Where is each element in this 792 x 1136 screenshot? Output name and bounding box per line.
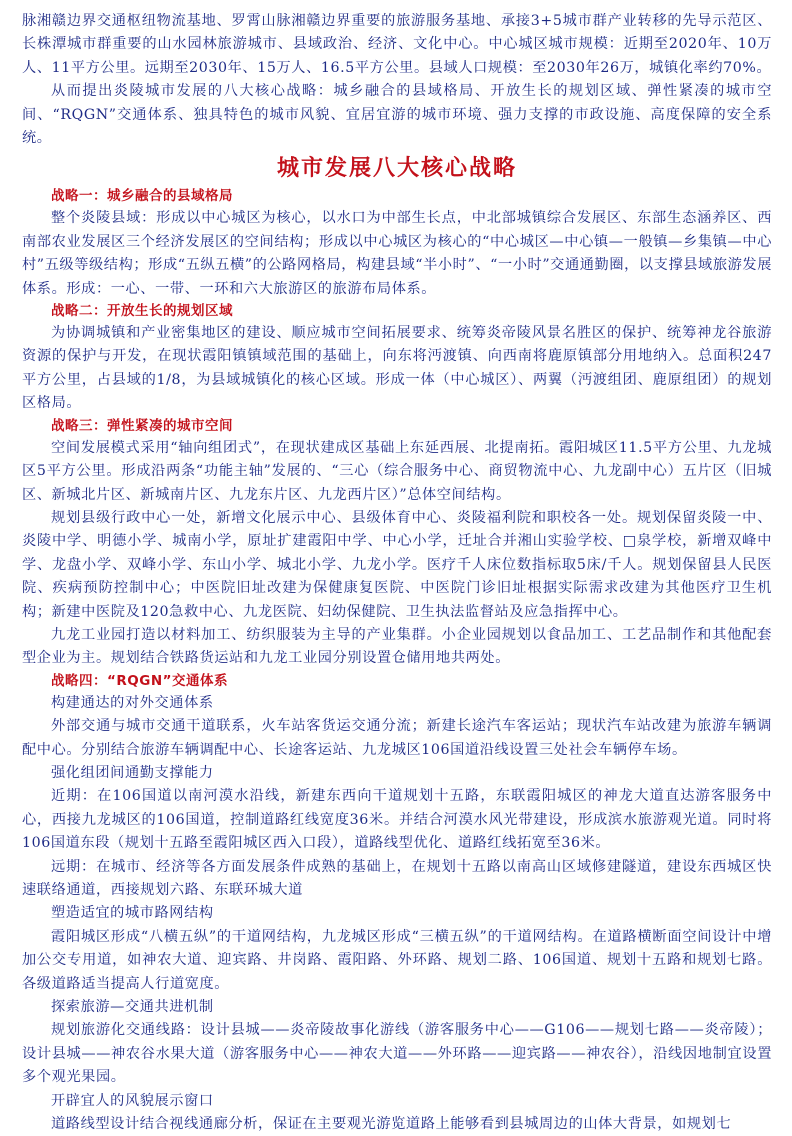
strategy-paragraph: 整个炎陵县域：形成以中心城区为核心，以水口为中部生长点，中北部城镇综合发展区、东部生态涵养区、西南部农业发展区三个经济发展区的空间结构；形成以中心城区为核心的“中心城区—中心镇—一般镇—乡集镇—中心村”五级等级结构；形成“五纵五横”的公路网格局，构建县域“半小时”、“一小时”交通通勤圈，以支撑县域旅游发展体系。形成：一心、一带、一环和六大旅游区的旅游布局体系。 <box>22 210 772 297</box>
subsection-heading: 塑造适宜的城市路网结构 <box>51 905 214 922</box>
strategy-2 <box>22 301 772 416</box>
intro-paragraph-1: 脉湘赣边界交通枢纽物流基地、罗霄山脉湘赣边界重要的旅游服务基地、承接3+5城市群产业转移的先导示范区、长株潭城市群重要的山水园林旅游城市、县域政治、经济、文化中心。中心城区城市规模：近期至2020年、10万人、11平方公里。远期至2030年、15万人、16.5平方公里。县域人口规模：至2030年26万，城镇化率约70%。 <box>22 13 772 76</box>
strategy-paragraph: 霞阳城区形成“八横五纵”的干道网结构，九龙城区形成“三横五纵”的干道网结构。在道路横断面空间设计中增加公交专用道，如神农大道、迎宾路、井岗路、霞阳路、外环路、规划二路、106国道、规划十五路和规划七路。各级道路适当提高人行道宽度。 <box>22 928 772 992</box>
strategy-paragraph: 规划县级行政中心一处，新增文化展示中心、县级体育中心、炎陵福利院和职校各一处。规划保留炎陵一中、炎陵中学、明德小学、城南小学，原址扩建霞阳中学、中心小学，迁址合并湘山实验学校、□泉学校，新增双峰中学、龙盘小学、双峰小学、东山小学、城北小学、九龙小学。医疗千人床位数指标取5床/千人。规划保留县人民医院、疾病预防控制中心；中医院旧址改建为保健康复医院、中医院门诊旧址根据实际需求改建为其他医疗卫生机构；新建中医院及120急救中心、九龙医院、妇幼保健院、卫生执法监督站及应急指挥中心。 <box>22 509 772 620</box>
strategy-paragraph: 为协调城镇和产业密集地区的建设、顺应城市空间拓展要求、统筹炎帝陵风景名胜区的保护、统筹神龙谷旅游资源的保护与开发，在现状霞阳镇镇域范围的基础上，向东将沔渡镇、向西南将鹿原镇部分用地纳入。总面积247平方公里，占县域的1/8，为县域城镇化的核心区域。形成一体（中心城区）、两翼（沔渡组团、鹿原组团）的规划区格局。 <box>22 325 772 412</box>
strategy-heading: 战略一：城乡融合的县域格局 <box>51 188 233 205</box>
strategy-heading: 战略二：开放生长的规划区域 <box>51 303 233 320</box>
strategy-heading: 战略三：弹性紧凑的城市空间 <box>51 417 233 434</box>
subsection-heading: 开辟宜人的风貌展示窗口 <box>51 1092 214 1109</box>
strategy-3 <box>22 416 772 671</box>
strategy-paragraph: 远期：在城市、经济等各方面发展条件成熟的基础上，在规划十五路以南高山区域修建隧道，建设东西城区快速联络通道，西接规划六路、东联环城大道 <box>22 858 772 898</box>
strategy-paragraph: 道路线型设计结合视线通廊分析，保证在主要观光游览道路上能够看到县城周边的山体大背景，如规划七 <box>51 1116 732 1133</box>
strategy-1 <box>22 186 772 301</box>
strategy-heading: 战略四：“RQGN”交通体系 <box>51 672 228 689</box>
subsection-heading: 探索旅游—交通共进机制 <box>51 999 214 1016</box>
subsection-heading: 构建通达的对外交通体系 <box>51 694 214 711</box>
intro-paragraph-2: 从而提出炎陵城市发展的八大核心战略：城乡融合的县域格局、开放生长的规划区域、弹性紧凑的城市空间、“RQGN”交通体系、独具特色的城市风貌、宜居宜游的城市环境、强力支撑的市政设施、高度保障的安全系统。 <box>22 83 772 147</box>
strategy-paragraph: 规划旅游化交通线路：设计县城——炎帝陵故事化游线（游客服务中心——G106——规划七路——炎帝陵）；设计县城——神农谷水果大道（游客服务中心——神农大道——外环路——迎宾路——神农谷），沿线因地制宜设置多个观光果园。 <box>22 1022 772 1086</box>
subsection-heading: 强化组团间通勤支撑能力 <box>51 764 214 781</box>
strategy-paragraph: 九龙工业园打造以材料加工、纺织服装为主导的产业集群。小企业园规划以食品加工、工艺品制作和其他配套型企业为主。规划结合铁路货运站和九龙工业园分别设置仓储用地共两处。 <box>22 626 772 667</box>
strategy-4 <box>22 671 772 1136</box>
strategy-paragraph: 近期：在106国道以南河漠水沿线，新建东西向干道规划十五路，东联霞阳城区的神龙大道直达游客服务中心，西接九龙城区的106国道，控制道路红线宽度36米。并结合河漠水风光带建设，形成滨水旅游观光道。同时将106国道东段（规划十五路至霞阳城区西入口段），道路线型优化、道路红线拓宽至36米。 <box>22 788 772 852</box>
strategy-paragraph: 空间发展模式采用“轴向组团式”，在现状建成区基础上东延西展、北提南拓。霞阳城区11.5平方公里、九龙城区5平方公里。形成沿两条“功能主轴”发展的、“三心（综合服务中心、商贸物流中心、九龙副中心）五片区（旧城区、新城北片区、新城南片区、九龙东片区、九龙西片区）”总体空间结构。 <box>22 439 772 503</box>
strategy-paragraph: 外部交通与城市交通干道联系，火车站客货运交通分流；新建长途汽车客运站；现状汽车站改建为旅游车辆调配中心。分别结合旅游车辆调配中心、长途客运站、九龙城区106国道沿线设置三处社会车辆停车场。 <box>22 718 772 758</box>
section-title: 城市发展八大核心战略 <box>276 156 517 182</box>
